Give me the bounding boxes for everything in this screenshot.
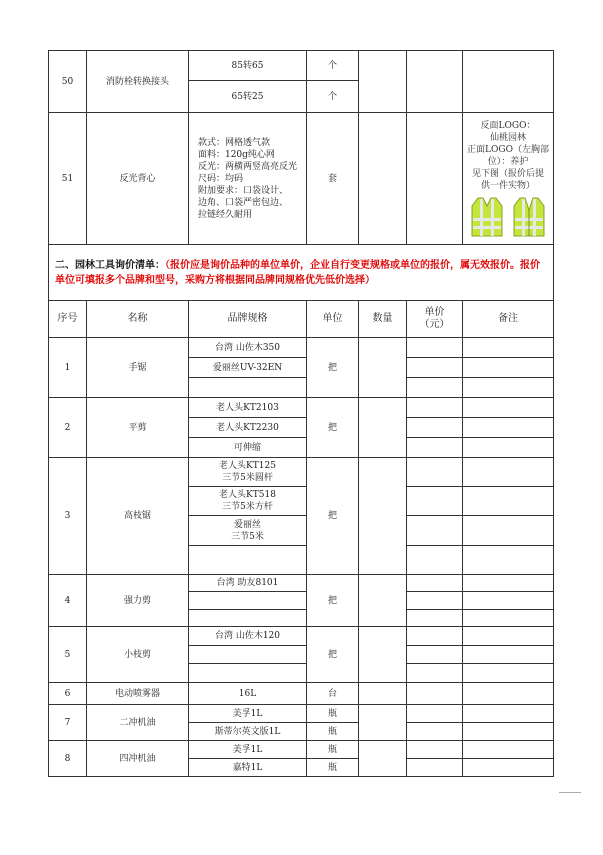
price-cell[interactable] — [407, 664, 463, 683]
item-spec — [189, 646, 307, 664]
item-spec: 台湾 助友8101 — [189, 575, 307, 592]
remark-cell[interactable] — [463, 338, 554, 358]
remark-cell[interactable] — [463, 516, 554, 546]
item-no: 5 — [49, 627, 87, 683]
note-line: 位）：养护 — [487, 156, 529, 167]
remark-cell[interactable] — [463, 358, 554, 378]
price-cell[interactable] — [407, 438, 463, 458]
item-name: 反光背心 — [87, 113, 189, 245]
item-no: 7 — [49, 705, 87, 741]
item-name: 高枝锯 — [87, 458, 189, 575]
qty-cell[interactable] — [359, 338, 407, 398]
header-spec: 品牌规格 — [189, 301, 307, 338]
qty-cell[interactable] — [359, 627, 407, 683]
section-title: 二、园林工具询价清单： — [55, 259, 165, 271]
note-line: 反面LOGO： — [480, 120, 536, 131]
qty-cell[interactable] — [359, 705, 407, 741]
note-line: 供一件实物） — [480, 180, 535, 191]
note-line: 正面LOGO（左胸部 — [467, 144, 549, 155]
vest-images — [465, 196, 551, 238]
inquiry-table — [48, 50, 554, 777]
vest-back-image — [470, 196, 504, 238]
item-spec: 老人头KT518 三节5米方杆 — [189, 487, 307, 516]
header-qty: 数量 — [359, 301, 407, 338]
item-name: 手锯 — [87, 338, 189, 398]
item-unit: 个 — [307, 81, 359, 113]
item-unit: 把 — [307, 575, 359, 627]
item-name: 电动喷雾器 — [87, 683, 189, 705]
price-cell[interactable] — [407, 592, 463, 610]
remark-cell[interactable] — [463, 592, 554, 610]
remark-cell[interactable] — [463, 683, 554, 705]
item-no: 3 — [49, 458, 87, 575]
qty-cell[interactable] — [359, 683, 407, 705]
price-cell[interactable] — [407, 683, 463, 705]
item-spec — [189, 664, 307, 683]
price-cell[interactable] — [407, 610, 463, 627]
price-cell[interactable] — [407, 575, 463, 592]
price-cell[interactable] — [407, 546, 463, 575]
item-spec: 嘉特1L — [189, 759, 307, 777]
qty-cell[interactable] — [359, 51, 407, 113]
price-cell[interactable] — [407, 398, 463, 418]
item-spec: 老人头KT125 三节5米圆杆 — [189, 458, 307, 487]
remark-cell[interactable] — [463, 438, 554, 458]
remark-cell[interactable] — [463, 646, 554, 664]
remark-cell[interactable] — [463, 546, 554, 575]
item-spec: 斯蒂尔英文版1L — [189, 723, 307, 741]
qty-cell[interactable] — [359, 741, 407, 777]
spec-line: 拉链经久耐用 — [197, 209, 252, 220]
item-unit: 把 — [307, 398, 359, 458]
qty-cell[interactable] — [359, 458, 407, 575]
item-spec — [189, 113, 307, 245]
item-spec: 美孚1L — [189, 741, 307, 759]
price-cell[interactable] — [407, 51, 463, 113]
item-unit: 瓶 — [307, 741, 359, 759]
item-spec: 爱丽丝 三节5米 — [189, 516, 307, 546]
item-spec: 老人头KT2230 — [189, 418, 307, 438]
page-edge-mark — [559, 792, 581, 793]
vest-note — [465, 120, 551, 192]
section-title-block — [49, 245, 554, 301]
remark-cell[interactable] — [463, 378, 554, 398]
price-cell[interactable] — [407, 487, 463, 516]
spec-line: 款式：网格透气款 — [197, 137, 270, 148]
note-line: 仙桃园林 — [489, 132, 526, 143]
qty-cell[interactable] — [359, 575, 407, 627]
item-spec: 美孚1L — [189, 705, 307, 723]
item-unit: 瓶 — [307, 723, 359, 741]
item-name: 四冲机油 — [87, 741, 189, 777]
item-no: 4 — [49, 575, 87, 627]
remark-cell[interactable] — [463, 664, 554, 683]
header-name: 名称 — [87, 301, 189, 338]
item-no: 2 — [49, 398, 87, 458]
remark-cell — [463, 113, 554, 245]
price-cell[interactable] — [407, 705, 463, 723]
remark-cell[interactable] — [463, 741, 554, 759]
item-unit: 台 — [307, 683, 359, 705]
item-spec: 爱丽丝UV-32EN — [189, 358, 307, 378]
item-unit: 把 — [307, 627, 359, 683]
remark-cell[interactable] — [463, 759, 554, 777]
item-unit: 套 — [307, 113, 359, 245]
price-cell[interactable] — [407, 358, 463, 378]
header-remark: 备注 — [463, 301, 554, 338]
price-cell[interactable] — [407, 516, 463, 546]
qty-cell[interactable] — [359, 398, 407, 458]
item-spec: 16L — [189, 683, 307, 705]
item-spec — [189, 610, 307, 627]
item-no: 51 — [49, 113, 87, 245]
remark-cell[interactable] — [463, 627, 554, 646]
price-cell[interactable] — [407, 338, 463, 358]
item-unit: 瓶 — [307, 759, 359, 777]
item-spec — [189, 378, 307, 398]
vest-front-image — [512, 196, 546, 238]
header-no: 序号 — [49, 301, 87, 338]
item-no: 50 — [49, 51, 87, 113]
price-cell[interactable] — [407, 378, 463, 398]
price-cell[interactable] — [407, 113, 463, 245]
item-unit: 瓶 — [307, 705, 359, 723]
spec-line: 面料：120g纯心网 — [197, 149, 275, 160]
price-cell[interactable] — [407, 741, 463, 759]
section-notice: （报价应是询价品种的单位单价，企业自行变更规格或单位的报价，属无效报价。报价单位可填报多个品牌和型号，采购方将根据同品牌同规格优先低价选择） — [55, 259, 540, 286]
item-spec: 85转65 — [189, 51, 307, 81]
spec-line: 反光：两横两竖高亮反光 — [197, 161, 297, 172]
item-unit: 把 — [307, 338, 359, 398]
price-cell[interactable] — [407, 627, 463, 646]
remark-cell[interactable] — [463, 51, 554, 113]
item-name: 平剪 — [87, 398, 189, 458]
spec-line: 边角、口袋严密包边、 — [197, 197, 288, 208]
item-spec: 65转25 — [189, 81, 307, 113]
price-cell[interactable] — [407, 418, 463, 438]
item-unit: 个 — [307, 51, 359, 81]
price-cell[interactable] — [407, 723, 463, 741]
remark-cell[interactable] — [463, 723, 554, 741]
item-spec: 台湾 山佐木120 — [189, 627, 307, 646]
item-name: 强力剪 — [87, 575, 189, 627]
remark-cell[interactable] — [463, 418, 554, 438]
item-spec: 台湾 山佐木350 — [189, 338, 307, 358]
remark-cell[interactable] — [463, 458, 554, 487]
price-cell[interactable] — [407, 759, 463, 777]
item-spec — [189, 546, 307, 575]
header-price: 单价 （元） — [407, 301, 463, 338]
remark-cell[interactable] — [463, 610, 554, 627]
remark-cell[interactable] — [463, 398, 554, 418]
item-no: 6 — [49, 683, 87, 705]
item-spec: 老人头KT2103 — [189, 398, 307, 418]
item-no: 8 — [49, 741, 87, 777]
item-name: 消防栓转换接头 — [87, 51, 189, 113]
item-spec — [189, 592, 307, 610]
remark-cell[interactable] — [463, 575, 554, 592]
item-unit: 把 — [307, 458, 359, 575]
remark-cell[interactable] — [463, 487, 554, 516]
spec-line: 尺码：均码 — [197, 173, 243, 184]
price-cell[interactable] — [407, 458, 463, 487]
spec-line: 附加要求：口袋设计、 — [197, 185, 288, 196]
vest-spec-lines — [198, 137, 297, 221]
item-spec: 可伸缩 — [189, 438, 307, 458]
price-cell[interactable] — [407, 646, 463, 664]
item-no: 1 — [49, 338, 87, 398]
qty-cell[interactable] — [359, 113, 407, 245]
item-name: 小枝剪 — [87, 627, 189, 683]
note-line: 见下图（报价后提 — [471, 168, 544, 179]
item-name: 二冲机油 — [87, 705, 189, 741]
remark-cell[interactable] — [463, 705, 554, 723]
header-unit: 单位 — [307, 301, 359, 338]
